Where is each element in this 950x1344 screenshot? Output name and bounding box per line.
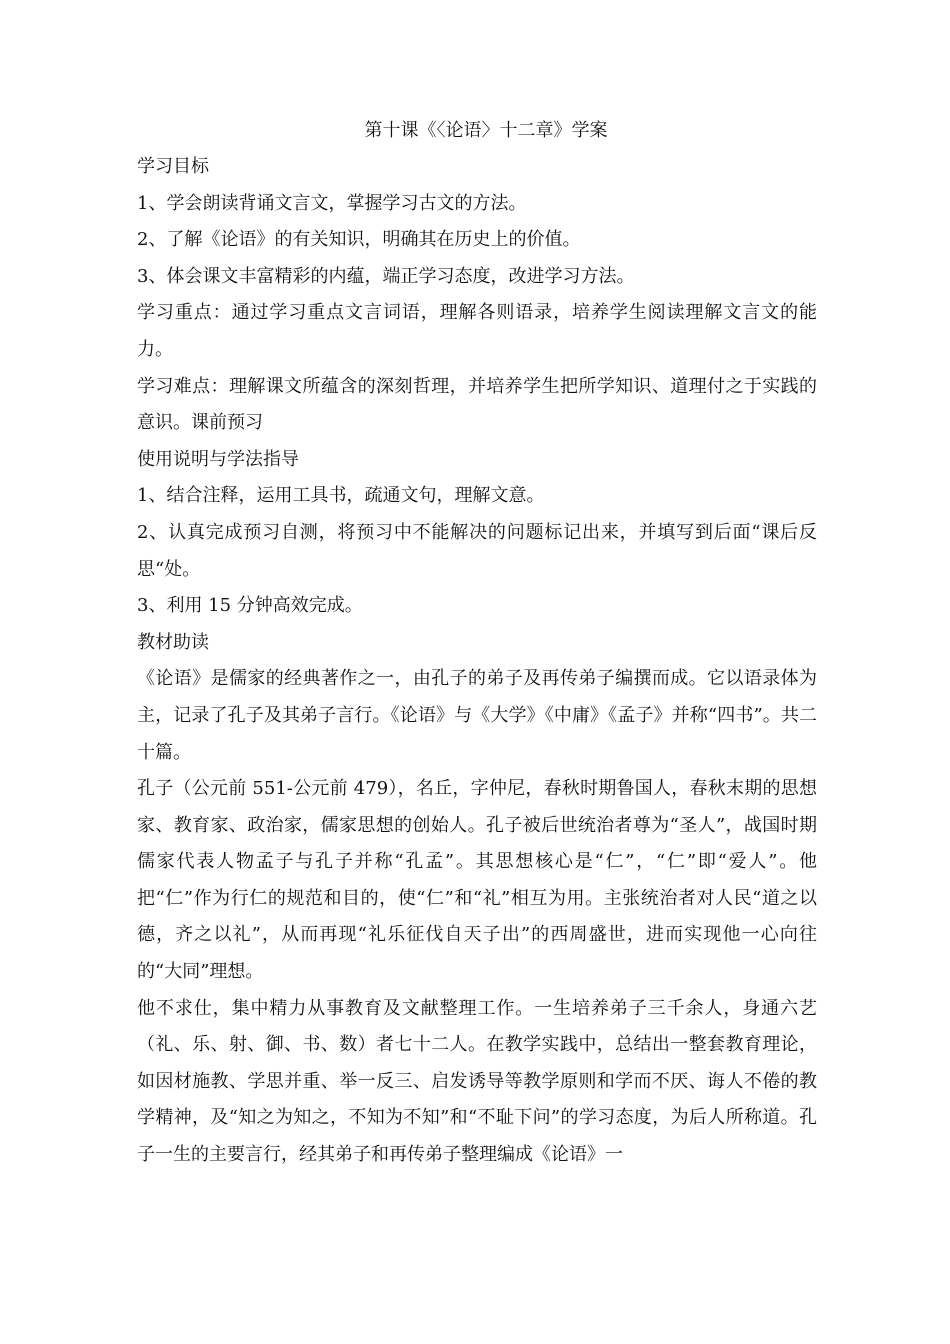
objective-item-3: 3、体会课文丰富精彩的内蕴，端正学习态度，改进学习方法。 (137, 265, 635, 287)
difficulties-paragraph: 学习难点：理解课文所蕴含的深刻哲理，并培养学生把所学知识、道理付之于实践的意识。课前预习 (137, 375, 817, 434)
objective-item-1: 1、学会朗读背诵文言文，掌握学习古文的方法。 (137, 192, 527, 214)
instruction-item-2: 2、认真完成预习自测，将预习中不能解决的问题标记出来，并填写到后面“课后反思“处。 (137, 521, 817, 580)
reading-aid-paragraph-1: 《论语》是儒家的经典著作之一，由孔子的弟子及再传弟子编撰而成。它以语录体为主，记录了孔子及其弟子言行。《论语》与《大学》《中庸》《孟子》并称“四书”。共二十篇。 (137, 668, 817, 763)
reading-aid-paragraph-3: 他不求仕，集中精力从事教育及文献整理工作。一生培养弟子三千余人，身通六艺（礼、乐、射、御、书、数）者七十二人。在教学实践中，总结出一整套教育理论，如因材施教、学思并重、举一反三、启发诱导等教学原则和学而不厌、诲人不倦的教学精神，及“知之为知之，不知为不知”和“不耻下问”的学习态度，为后人所称道。孔子一生的主要言行，经其弟子和再传弟子整理编成《论语》一 (137, 997, 817, 1166)
document-content (137, 113, 817, 1174)
key-points-paragraph: 学习重点：通过学习重点文言词语，理解各则语录，培养学生阅读理解文言文的能力。 (137, 302, 817, 360)
instruction-item-3: 3、利用 15 分钟高效完成。 (137, 595, 363, 617)
reading-aid-heading: 教材助读 (137, 631, 209, 653)
instruction-item-1: 1、结合注释，运用工具书，疏通文句，理解文意。 (137, 485, 545, 507)
reading-aid-paragraph-2: 孔子（公元前 551-公元前 479），名丘，字仲尼，春秋时期鲁国人，春秋末期的思想家、教育家、政治家，儒家思想的创始人。孔子被后世统治者尊为“圣人”，战国时期儒家代表人物孟子与孔子并称“孔孟”。其思想核心是“仁”，“仁”即“爱人”。他把“仁”作为行仁的规范和目的，使“仁”和“礼”相互为用。主张统治者对人民“道之以德，齐之以礼”，从而再现“礼乐征伐自天子出”的西周盛世，进而实现他一心向往的“大同”理想。 (137, 778, 817, 983)
document-title: 第十课《〈论语〉十二章》学案 (364, 120, 608, 141)
objective-item-2: 2、了解《论语》的有关知识，明确其在历史上的价值。 (137, 229, 581, 251)
instructions-heading: 使用说明与学法指导 (137, 448, 299, 470)
objectives-heading: 学习目标 (137, 156, 209, 177)
